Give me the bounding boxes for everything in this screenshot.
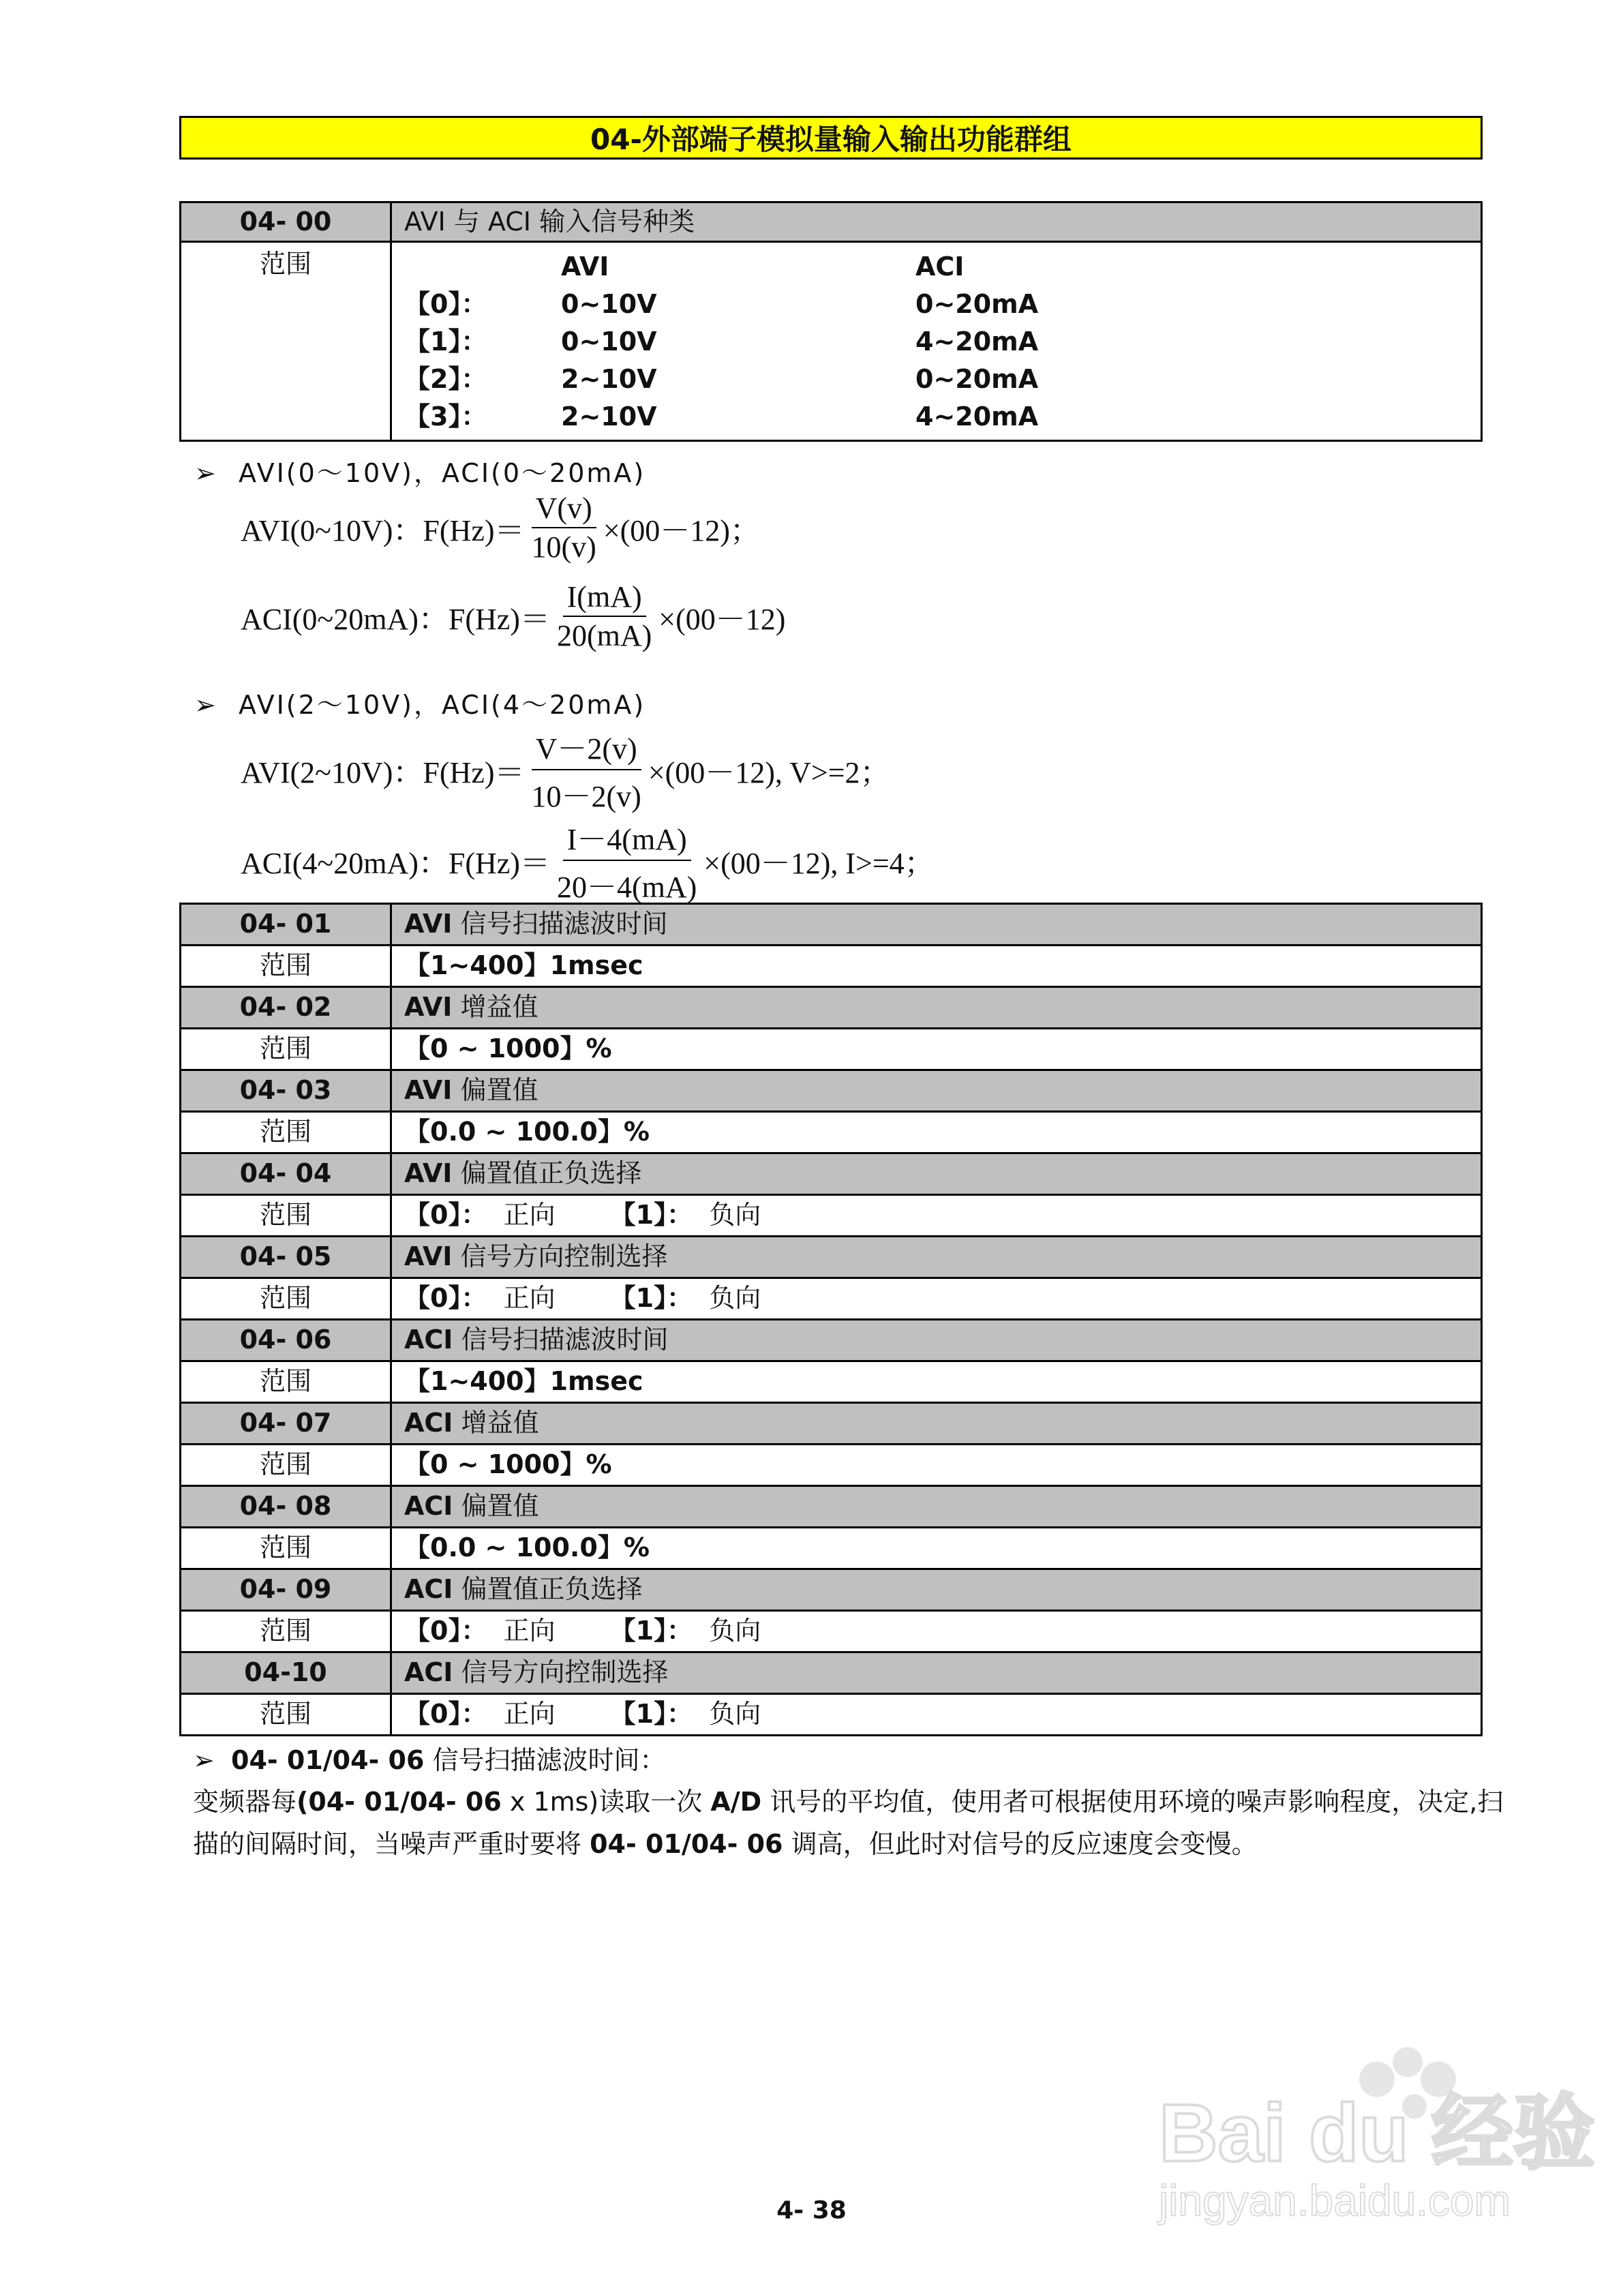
option-key: 【0】： — [404, 289, 487, 319]
formula-numerator: V－2(v) — [532, 724, 641, 770]
option-value: 正向 — [503, 1283, 556, 1314]
option-key: 【1】： — [404, 327, 487, 357]
param-range-value: 【0 ~ 1000】% — [391, 1029, 1482, 1070]
formula-fraction — [553, 579, 656, 653]
param-header-row — [181, 1486, 1482, 1528]
param-code: 04- 00 — [181, 202, 391, 242]
bullet-avi-0-10v — [194, 452, 646, 489]
option-value: 负向 — [709, 1616, 761, 1646]
param-table-0400 — [179, 201, 1483, 442]
param-code: 04- 04 — [181, 1153, 391, 1195]
param-range-value: 【0.0 ~ 100.0】% — [391, 1112, 1482, 1153]
watermark-logo-text: Bai du 经验 — [1159, 2087, 1596, 2179]
option-key: 【0】： — [404, 1616, 487, 1646]
param-name-signal: ACI — [404, 1657, 453, 1688]
param-range-row — [181, 1528, 1482, 1569]
param-code: 04- 02 — [181, 987, 391, 1029]
option-key: 【3】： — [404, 402, 487, 432]
formula-denominator: 10(v) — [531, 530, 596, 564]
param-range-row — [181, 1029, 1482, 1070]
range-options-grid — [404, 243, 1468, 440]
option-key: 【1】： — [609, 1616, 693, 1646]
range-label: 范围 — [181, 1611, 391, 1652]
option-avi: 0~10V — [561, 327, 657, 357]
range-label: 范围 — [181, 1195, 391, 1237]
param-table-0401-0410 — [179, 903, 1483, 1736]
note-text: 讯号的平均值，使用者可根据使用环境的噪声影响程度，决定,扫描的间隔时间，当噪声严重时要将 — [193, 1787, 1504, 1859]
param-code: 04- 08 — [181, 1486, 391, 1528]
bullet-marker: ➢ — [193, 1745, 215, 1775]
param-header-row — [181, 1403, 1482, 1445]
param-header-row — [181, 1569, 1482, 1611]
formula-numerator: I－4(mA) — [563, 815, 691, 861]
formula-lhs: AVI(0~10V)：F(Hz)＝ — [241, 514, 525, 547]
param-name — [391, 1486, 1482, 1528]
option-key: 【0】： — [404, 1699, 487, 1729]
section-title: 04-外部端子模拟量输入输出功能群组 — [179, 116, 1483, 160]
param-name-signal: ACI — [404, 1325, 453, 1355]
note-code: 04- 01/04- 06 — [590, 1829, 783, 1859]
param-range-row — [181, 1112, 1482, 1153]
param-name-signal: AVI — [404, 1075, 453, 1106]
page-number: 4- 38 — [776, 2196, 847, 2224]
formula-avi-2-10v — [241, 724, 890, 815]
option-value: 负向 — [709, 1699, 761, 1729]
range-label: 范围 — [181, 1445, 391, 1486]
param-code: 04- 06 — [181, 1320, 391, 1361]
param-range-row — [181, 1445, 1482, 1486]
param-name-signal: AVI — [404, 909, 453, 939]
param-header-row — [181, 1652, 1482, 1694]
note-paragraph — [193, 1781, 1508, 1865]
option-value: 负向 — [709, 1283, 761, 1314]
param-range-options — [391, 1195, 1482, 1237]
param-range-options — [391, 1278, 1482, 1320]
param-name — [391, 1237, 1482, 1278]
param-code: 04- 05 — [181, 1237, 391, 1278]
range-label: 范围 — [181, 1694, 391, 1736]
param-code: 04- 01 — [181, 904, 391, 946]
bullet-marker: ➢ — [194, 458, 218, 488]
param-range-row — [181, 1278, 1482, 1320]
option-aci: 0~20mA — [915, 364, 1039, 394]
range-label: 范围 — [181, 1528, 391, 1569]
param-header-row — [181, 904, 1482, 946]
formula-aci-0-20ma — [241, 579, 785, 653]
formula-aci-4-20ma — [241, 815, 935, 906]
formula-avi-0-10v — [241, 491, 760, 564]
param-name — [391, 904, 1482, 946]
param-range-value: 【0 ~ 1000】% — [391, 1445, 1482, 1486]
avi-column-header: AVI — [561, 252, 609, 282]
range-label: 范围 — [181, 1112, 391, 1153]
option-avi: 2~10V — [561, 364, 657, 394]
param-name-signal: AVI — [404, 1241, 453, 1272]
option-avi: 0~10V — [561, 289, 657, 319]
formula-rhs: ×(00－12), I>=4； — [703, 847, 935, 880]
param-range-row — [181, 946, 1482, 987]
option-value: 正向 — [503, 1616, 556, 1646]
param-name-text: 信号方向控制选择 — [452, 1241, 668, 1272]
option-aci: 4~20mA — [915, 402, 1039, 432]
param-name-text: 偏置值正负选择 — [453, 1574, 643, 1605]
param-name-signal: ACI — [404, 1491, 453, 1522]
aci-column-header: ACI — [915, 252, 965, 282]
param-name-signal: ACI — [404, 1408, 453, 1438]
param-name-text: 偏置值正负选择 — [452, 1158, 642, 1189]
param-header-row — [181, 1320, 1482, 1361]
param-code: 04- 09 — [181, 1569, 391, 1611]
formula-rhs: ×(00－12) — [658, 603, 786, 636]
param-header-row — [181, 1070, 1482, 1112]
param-range-value: 【0.0 ~ 100.0】% — [391, 1528, 1482, 1569]
formula-lhs: AVI(2~10V)：F(Hz)＝ — [241, 756, 525, 789]
param-name — [391, 1403, 1482, 1445]
param-name-text: 信号方向控制选择 — [453, 1657, 669, 1688]
formula-denominator: 10－2(v) — [531, 780, 641, 813]
formula-numerator: V(v) — [532, 491, 596, 528]
param-name-text: 偏置值 — [453, 1491, 539, 1522]
note-text: 变频器每 — [193, 1787, 297, 1817]
watermark-url: jingyan.baidu.com — [1159, 2176, 1511, 2225]
option-avi: 2~10V — [561, 402, 657, 432]
param-code: 04-10 — [181, 1652, 391, 1694]
param-range-row — [181, 1611, 1482, 1652]
option-key: 【0】： — [404, 1283, 487, 1314]
option-key: 【1】： — [609, 1200, 693, 1230]
param-name-signal: AVI — [404, 1158, 453, 1189]
param-range-options — [391, 1694, 1482, 1736]
option-aci: 4~20mA — [915, 327, 1039, 357]
note-text: 读取一次 — [598, 1787, 711, 1817]
bullet-text: AVI(0～10V)，ACI(0～20mA) — [239, 458, 646, 488]
param-header-row — [181, 987, 1482, 1029]
range-label: 范围 — [181, 1278, 391, 1320]
option-key: 【1】： — [609, 1699, 693, 1729]
note-heading-code: 04- 01/04- 06 — [231, 1745, 425, 1775]
option-key: 【2】： — [404, 364, 487, 394]
option-value: 正向 — [503, 1200, 556, 1230]
param-name — [391, 1070, 1482, 1112]
range-label: 范围 — [181, 1029, 391, 1070]
note-heading — [193, 1740, 666, 1781]
formula-fraction — [528, 491, 601, 564]
option-aci: 0~20mA — [915, 289, 1039, 319]
formula-lhs: ACI(4~20mA)：F(Hz)＝ — [241, 847, 550, 880]
param-name — [391, 1652, 1482, 1694]
param-code: 04- 03 — [181, 1070, 391, 1112]
note-text: x 1ms) — [501, 1787, 599, 1817]
param-name-text: 偏置值 — [452, 1075, 539, 1106]
param-name: AVI 与 ACI 输入信号种类 — [391, 202, 1482, 242]
bullet-text: AVI(2～10V)，ACI(4～20mA) — [239, 690, 646, 720]
param-name — [391, 1320, 1482, 1361]
range-label: 范围 — [181, 242, 391, 441]
param-name-text: 信号扫描滤波时间 — [452, 909, 668, 939]
formula-numerator: I(mA) — [563, 579, 646, 617]
baidu-watermark-logo — [1145, 2031, 1596, 2236]
param-name — [391, 1569, 1482, 1611]
note-heading-text: 信号扫描滤波时间： — [424, 1745, 666, 1775]
note-code: (04- 01/04- 06 — [297, 1787, 502, 1817]
param-range-row — [181, 1361, 1482, 1403]
param-range-value: 【1~400】1msec — [391, 1361, 1482, 1403]
range-label: 范围 — [181, 946, 391, 987]
param-name-signal: ACI — [404, 1574, 453, 1605]
formula-fraction — [528, 724, 646, 815]
param-name — [391, 1153, 1482, 1195]
range-label: 范围 — [181, 1361, 391, 1403]
param-name — [391, 987, 1482, 1029]
option-key: 【1】： — [609, 1283, 693, 1314]
param-name-signal: AVI — [404, 992, 453, 1023]
param-range-row — [181, 1195, 1482, 1237]
note-text: 调高，但此时对信号的反应速度会变慢。 — [783, 1829, 1258, 1859]
option-value: 正向 — [503, 1699, 556, 1729]
param-header-row — [181, 1153, 1482, 1195]
bullet-avi-2-10v — [194, 684, 646, 721]
param-code: 04- 07 — [181, 1403, 391, 1445]
param-range-row — [181, 1694, 1482, 1736]
formula-denominator: 20(mA) — [556, 619, 652, 652]
note-code: A/D — [710, 1787, 762, 1817]
option-value: 负向 — [709, 1200, 761, 1230]
formula-lhs: ACI(0~20mA)：F(Hz)＝ — [241, 603, 550, 636]
param-range-value: 【1~400】1msec — [391, 946, 1482, 987]
param-name-text: 增益值 — [453, 1408, 539, 1438]
formula-fraction — [553, 815, 701, 906]
param-header-row — [181, 1237, 1482, 1278]
param-name-text: 增益值 — [452, 992, 539, 1023]
formula-denominator: 20－4(mA) — [556, 871, 697, 904]
formula-rhs: ×(00－12)； — [603, 514, 760, 547]
param-range-options — [391, 1611, 1482, 1652]
formula-rhs: ×(00－12), V>=2； — [648, 756, 890, 789]
option-key: 【0】： — [404, 1200, 487, 1230]
bullet-marker: ➢ — [194, 690, 218, 720]
param-name-text: 信号扫描滤波时间 — [453, 1325, 669, 1355]
